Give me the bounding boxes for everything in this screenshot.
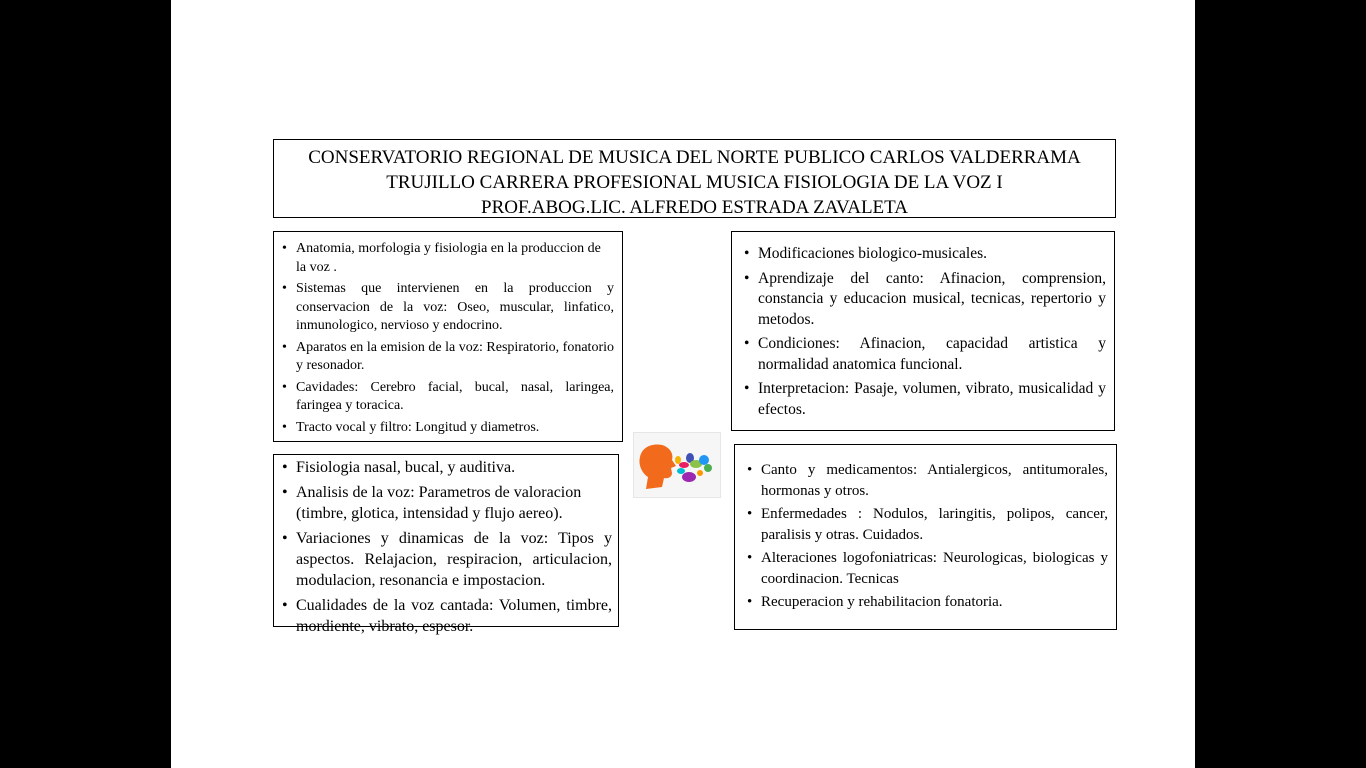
list-item: • Condiciones: Afinacion, capacidad artistica y normalidad anatomica funcional. <box>738 334 1106 375</box>
bullet-list <box>276 240 614 437</box>
list-item: • Cavidades: Cerebro facial, bucal, nasal, laringea, faringea y toracica. <box>276 379 614 416</box>
list-item: • Interpretacion: Pasaje, volumen, vibrato, musicalidad y efectos. <box>738 379 1106 420</box>
box-top-left <box>273 231 623 442</box>
list-item: • Aprendizaje del canto: Afinacion, comprension, constancia y educacion musical, tecnicas, repertorio y metodos. <box>738 269 1106 331</box>
slide <box>171 0 1195 768</box>
bullet-list <box>738 244 1106 420</box>
bullet-list <box>276 457 612 637</box>
singing-head-image <box>633 432 721 498</box>
title-line-2: TRUJILLO CARRERA PROFESIONAL MUSICA FISIOLOGIA DE LA VOZ I <box>386 172 1003 193</box>
box-bottom-right <box>734 444 1117 630</box>
list-item: • Canto y medicamentos: Antialergicos, antitumorales, hormonas y otros. <box>741 460 1108 501</box>
list-item: • Alteraciones logofoniatricas: Neurologicas, biologicas y coordinacion. Tecnicas <box>741 548 1108 589</box>
list-item: • Cualidades de la voz cantada: Volumen, timbre, mordiente, vibrato, espesor. <box>276 595 612 637</box>
list-item: • Recuperacion y rehabilitacion fonatoria. <box>741 592 1108 613</box>
title-line-3: PROF.ABOG.LIC. ALFREDO ESTRADA ZAVALETA <box>481 197 908 218</box>
title-box <box>273 139 1116 218</box>
box-top-right <box>731 231 1115 431</box>
bullet-list <box>741 460 1108 613</box>
list-item: • Sistemas que intervienen en la produccion y conservacion de la voz: Oseo, muscular, linfatico, inmunologico, nervioso y endocrino. <box>276 280 614 336</box>
list-item: • Tracto vocal y filtro: Longitud y diametros. <box>276 419 614 438</box>
box-bottom-left <box>273 454 619 635</box>
list-item: • Variaciones y dinamicas de la voz: Tipos y aspectos. Relajacion, respiracion, articulacion, modulacion, resonancia e impostacion. <box>276 528 612 591</box>
singing-head-icon <box>634 433 722 499</box>
list-item: • Fisiologia nasal, bucal, y auditiva. <box>276 457 612 478</box>
list-item: • Modificaciones biologico-musicales. <box>738 244 1106 265</box>
list-item: • Anatomia, morfologia y fisiologia en la produccion de la voz . <box>276 240 614 277</box>
list-item: • Enfermedades : Nodulos, laringitis, polipos, cancer, paralisis y otras. Cuidados. <box>741 504 1108 545</box>
list-item: • Analisis de la voz: Parametros de valoracion (timbre, glotica, intensidad y flujo aereo). <box>276 482 612 524</box>
list-item: • Aparatos en la emision de la voz: Respiratorio, fonatorio y resonador. <box>276 339 614 376</box>
title-line-1: CONSERVATORIO REGIONAL DE MUSICA DEL NORTE PUBLICO CARLOS VALDERRAMA <box>308 147 1081 168</box>
